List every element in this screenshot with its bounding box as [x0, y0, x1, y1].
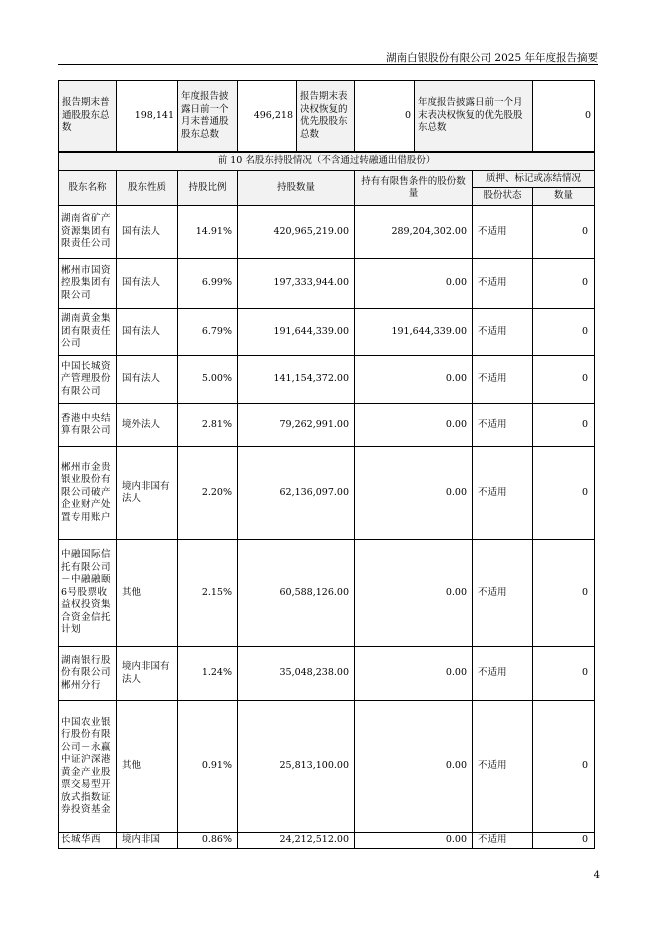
share-status: 不适用: [473, 447, 533, 540]
table-row: [59, 259, 595, 309]
shareholder-name: 郴州市金贵银业股份有限公司破产企业财产处置专用账户: [59, 447, 117, 540]
shares-held: 60,588,126.00: [238, 540, 355, 647]
column-header-shares: 持股数量: [238, 171, 355, 206]
pledge-quantity: 0: [533, 540, 595, 647]
table-row: [59, 701, 595, 833]
shares-held: 24,212,512.00: [238, 833, 355, 849]
restricted-shares: 0.00: [355, 647, 473, 701]
summary-label: 年度报告披露日前一个月末表决权恢复的优先股股东总数: [415, 81, 533, 152]
column-header-name: 股东名称: [59, 171, 117, 206]
shareholder-nature: 国有法人: [117, 309, 178, 356]
shareholder-nature: 国有法人: [117, 206, 178, 259]
table-row: [59, 309, 595, 356]
shares-held: 62,136,097.00: [238, 447, 355, 540]
holding-ratio: 2.20%: [178, 447, 238, 540]
header-divider: [58, 64, 598, 65]
pledge-quantity: 0: [533, 356, 595, 404]
pledge-quantity: 0: [533, 206, 595, 259]
shareholder-name: 长城华西: [59, 833, 117, 849]
shareholder-name: 香港中央结算有限公司: [59, 404, 117, 447]
shareholder-name: 湖南省矿产资源集团有限责任公司: [59, 206, 117, 259]
shareholder-nature: 境内非国有法人: [117, 647, 178, 701]
share-status: 不适用: [473, 701, 533, 833]
restricted-shares: 0.00: [355, 540, 473, 647]
shareholder-name: 中国长城资产管理股份有限公司: [59, 356, 117, 404]
share-status: 不适用: [473, 259, 533, 309]
restricted-shares: 289,204,302.00: [355, 206, 473, 259]
shares-held: 420,965,219.00: [238, 206, 355, 259]
shareholder-name: 中国农业银行股份有限公司－永赢中证沪深港黄金产业股票交易型开放式指数证券投资基金: [59, 701, 117, 833]
restricted-shares: 0.00: [355, 259, 473, 309]
shares-held: 191,644,339.00: [238, 309, 355, 356]
holding-ratio: 0.91%: [178, 701, 238, 833]
table-row: [59, 404, 595, 447]
shareholder-nature: 境内非国有法人: [117, 447, 178, 540]
shares-held: 79,262,991.00: [238, 404, 355, 447]
holding-ratio: 1.24%: [178, 647, 238, 701]
holding-ratio: 6.99%: [178, 259, 238, 309]
summary-value: 0: [355, 81, 415, 152]
holding-ratio: 2.15%: [178, 540, 238, 647]
shareholder-nature: 其他: [117, 701, 178, 833]
table-row: [59, 647, 595, 701]
share-status: 不适用: [473, 833, 533, 849]
summary-label: 报告期末表决权恢复的优先股股东总数: [297, 81, 355, 152]
share-status: 不适用: [473, 540, 533, 647]
column-header-row: [59, 171, 595, 188]
page-number: 4: [593, 870, 600, 881]
holding-ratio: 6.79%: [178, 309, 238, 356]
table-row: [59, 356, 595, 404]
shareholder-nature: 境外法人: [117, 404, 178, 447]
top-ten-shareholders-table: [58, 152, 595, 849]
shares-held: 141,154,372.00: [238, 356, 355, 404]
shareholder-summary-table: [58, 80, 595, 152]
column-header-ratio: 持股比例: [178, 171, 238, 206]
summary-value: 496,218: [238, 81, 297, 152]
shares-held: 35,048,238.00: [238, 647, 355, 701]
share-status: 不适用: [473, 356, 533, 404]
pledge-quantity: 0: [533, 309, 595, 356]
section-title: 前 10 名股东持股情况（不含通过转融通出借股份）: [59, 153, 595, 171]
pledge-quantity: 0: [533, 701, 595, 833]
table-row: [59, 540, 595, 647]
summary-row: [59, 81, 595, 152]
restricted-shares: 191,644,339.00: [355, 309, 473, 356]
shareholder-nature: 其他: [117, 540, 178, 647]
shareholder-nature: 国有法人: [117, 259, 178, 309]
shareholder-name: 中融国际信托有限公司－中融融颐6号股票收益权投资集合资金信托计划: [59, 540, 117, 647]
pledge-quantity: 0: [533, 259, 595, 309]
restricted-shares: 0.00: [355, 447, 473, 540]
share-status: 不适用: [473, 404, 533, 447]
restricted-shares: 0.00: [355, 701, 473, 833]
shares-held: 25,813,100.00: [238, 701, 355, 833]
table-row: [59, 447, 595, 540]
shareholder-nature: 境内非国: [117, 833, 178, 849]
pledge-quantity: 0: [533, 404, 595, 447]
holding-ratio: 2.81%: [178, 404, 238, 447]
column-header-restricted: 持有有限售条件的股份数量: [355, 171, 473, 206]
column-header-nature: 股东性质: [117, 171, 178, 206]
shareholder-name: 郴州市国资控股集团有限公司: [59, 259, 117, 309]
share-status: 不适用: [473, 309, 533, 356]
pledge-quantity: 0: [533, 447, 595, 540]
restricted-shares: 0.00: [355, 833, 473, 849]
summary-value: 198,141: [117, 81, 178, 152]
restricted-shares: 0.00: [355, 404, 473, 447]
summary-label: 年度报告披露日前一个月末普通股股东总数: [178, 81, 238, 152]
table-row: [59, 206, 595, 259]
document-header-title: 湖南白银股份有限公司 2025 年年度报告摘要: [386, 52, 598, 64]
summary-label: 报告期末普通股股东总数: [59, 81, 117, 152]
column-header-pledge-group: 质押、标记或冻结情况: [473, 171, 595, 188]
section-title-row: [59, 153, 595, 171]
shares-held: 197,333,944.00: [238, 259, 355, 309]
column-header-status: 股份状态: [473, 188, 533, 206]
share-status: 不适用: [473, 206, 533, 259]
shareholder-name: 湖南黄金集团有限责任公司: [59, 309, 117, 356]
shareholder-nature: 国有法人: [117, 356, 178, 404]
pledge-quantity: 0: [533, 833, 595, 849]
table-row: [59, 833, 595, 849]
holding-ratio: 0.86%: [178, 833, 238, 849]
pledge-quantity: 0: [533, 647, 595, 701]
summary-value: 0: [533, 81, 595, 152]
restricted-shares: 0.00: [355, 356, 473, 404]
holding-ratio: 14.91%: [178, 206, 238, 259]
share-status: 不适用: [473, 647, 533, 701]
column-header-quantity: 数量: [533, 188, 595, 206]
shareholder-name: 湖南银行股份有限公司郴州分行: [59, 647, 117, 701]
holding-ratio: 5.00%: [178, 356, 238, 404]
